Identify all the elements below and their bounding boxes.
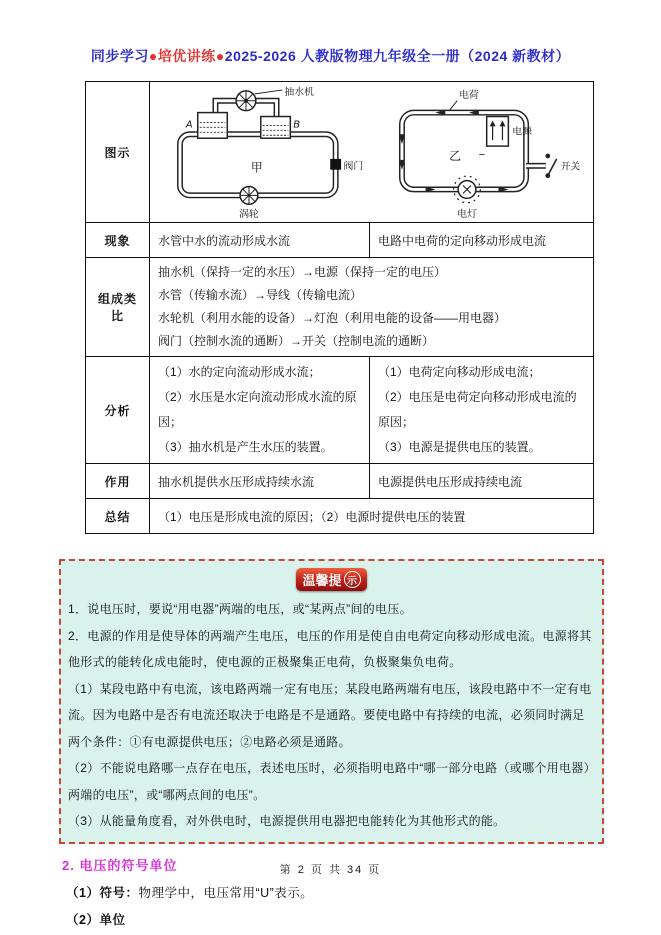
tip-line-4: （2）不能说电路哪一点存在电压，表述电压时，必须指明电路中“哪一部分电路（或哪个用电器）两端的电压”，或“哪两点间的电压”。	[68, 761, 590, 802]
diagram-cell	[150, 82, 594, 223]
table-row-summary	[86, 499, 594, 534]
section2-item1-text: 物理学中，电压常用“U”表示。	[138, 885, 314, 900]
tips-badge-text: 温馨提	[302, 573, 342, 588]
analysis-electric-line: （1）电荷定向移动形成电流；	[378, 365, 541, 379]
row-label-summary: 总结	[86, 499, 150, 534]
tips-badge	[296, 568, 366, 591]
tank-a	[198, 113, 228, 139]
table-row-phenomenon	[86, 223, 594, 258]
valve-icon	[330, 159, 341, 170]
section2-item1	[66, 883, 661, 901]
page-footer: 第 2 页 共 34 页	[279, 864, 382, 876]
composition-line: 阀门（控制水流的通断）→开关（控制电流的通断）	[158, 334, 435, 348]
lamp-label: 电灯	[456, 209, 477, 219]
switch-label: 开关	[560, 161, 580, 173]
row-label-phenomenon: 现象	[86, 223, 150, 258]
table-row-composition	[86, 258, 594, 357]
composition-cell	[150, 258, 594, 357]
tank-b-label: B	[293, 119, 300, 131]
electric-circuit-diagram	[380, 85, 586, 219]
analysis-water-cell	[150, 357, 370, 464]
section2-item1-label: （1）符号：	[66, 885, 139, 900]
table-row-analysis	[86, 357, 594, 464]
tip-line-5: （3）从能量角度看，对外供电时，电源提供用电器把电能转化为其他形式的能。	[68, 814, 506, 828]
analysis-water-line: （3）抽水机是产生水压的装置。	[158, 440, 333, 454]
row-label-diagram: 图示	[86, 82, 150, 223]
tip-line-1: 1．说电压时，要说“用电器”两端的电压，或“某两点”间的电压。	[68, 602, 412, 616]
diagram-jia-label: 甲	[250, 160, 263, 175]
diagram-wrap	[158, 85, 585, 219]
diagram-yi-label: 乙	[448, 148, 461, 163]
summary-cell: （1）电压是形成电流的原因；（2）电源时提供电压的装置	[150, 499, 594, 534]
battery-icon	[486, 117, 508, 147]
tips-badge-circled-char: 示	[344, 571, 361, 588]
row-label-analysis: 分析	[86, 357, 150, 464]
tips-badge-row	[68, 568, 595, 591]
phenomenon-electric-cell: 电路中电荷的定向移动形成电流	[370, 223, 594, 258]
tip-line-2: 2．电源的作用是使导体的两端产生电压，电压的作用是使自由电荷定向移动形成电流。电源将其他形式的能转化成电能时，使电源的正极聚集正电荷，负极聚集负电荷。	[68, 628, 592, 669]
switch-lever	[547, 159, 556, 176]
composition-line: 抽水机（保持一定的水压）→电源（保持一定的电压）	[158, 265, 447, 279]
phenomenon-water-cell: 水管中水的流动形成水流	[150, 223, 370, 258]
battery-minus: −	[478, 148, 485, 161]
header-dot2: ●	[215, 48, 225, 64]
pump-label-line	[255, 90, 283, 94]
analysis-water-line: （1）水的定向流动形成水流；	[158, 365, 321, 379]
water-circuit-diagram	[158, 85, 368, 219]
analysis-electric-line: （2）电压是电荷定向移动形成电流的原因；	[378, 390, 577, 429]
composition-line: 水轮机（利用水能的设备）→灯泡（利用电能的设备——用电器）	[158, 311, 507, 325]
section2-heading: 2. 电压的符号单位	[62, 857, 178, 873]
function-electric-cell: 电源提供电压形成持续电流	[370, 464, 594, 499]
charge-label-line	[449, 101, 457, 111]
document-header	[0, 0, 661, 66]
section2-item2-label: （2）单位	[66, 912, 126, 927]
table-row-function	[86, 464, 594, 499]
function-water-cell: 抽水机提供水压形成持续水流	[150, 464, 370, 499]
section2-item2	[66, 910, 661, 928]
tip-line-3: （1）某段电路中有电流，该电路两端一定有电压；某段电路两端有电压，该段电路中不一定有电流。因为电路中是否有电流还取决于电路是不是通路。要使电路中有持续的电流，必须同时满足两个条件：①有电源提供电压；②电路必须是通路。	[68, 681, 592, 749]
header-part3: 2025-2026 人教版物理九年级全一册（2024 新教材）	[224, 48, 571, 64]
warm-tips-box	[59, 559, 604, 844]
row-label-composition: 组成类比	[86, 258, 150, 357]
valve-label: 阀门	[343, 160, 364, 172]
composition-line: 水管（传输水流）→导线（传输电流）	[158, 288, 363, 302]
analysis-electric-cell	[370, 357, 594, 464]
switch-contact	[545, 154, 550, 159]
header-dot1: ●	[148, 48, 158, 64]
pump-label: 抽水机	[284, 86, 314, 98]
table-row-diagram	[86, 82, 594, 223]
turbine-label: 涡轮	[239, 209, 259, 219]
header-part1: 同步学习	[90, 48, 149, 64]
source-label: 电源	[511, 126, 532, 138]
header-part2: 培优讲练	[157, 48, 216, 64]
pump-hub	[244, 99, 248, 103]
analysis-water-line: （2）水压是水定向流动形成水流的原因；	[158, 390, 357, 429]
tank-a-label: A	[185, 119, 193, 131]
charge-label: 电荷	[458, 89, 479, 101]
analogy-table	[85, 81, 594, 534]
analysis-electric-line: （3）电源是提供电压的装置。	[378, 440, 541, 454]
row-label-function: 作用	[86, 464, 150, 499]
